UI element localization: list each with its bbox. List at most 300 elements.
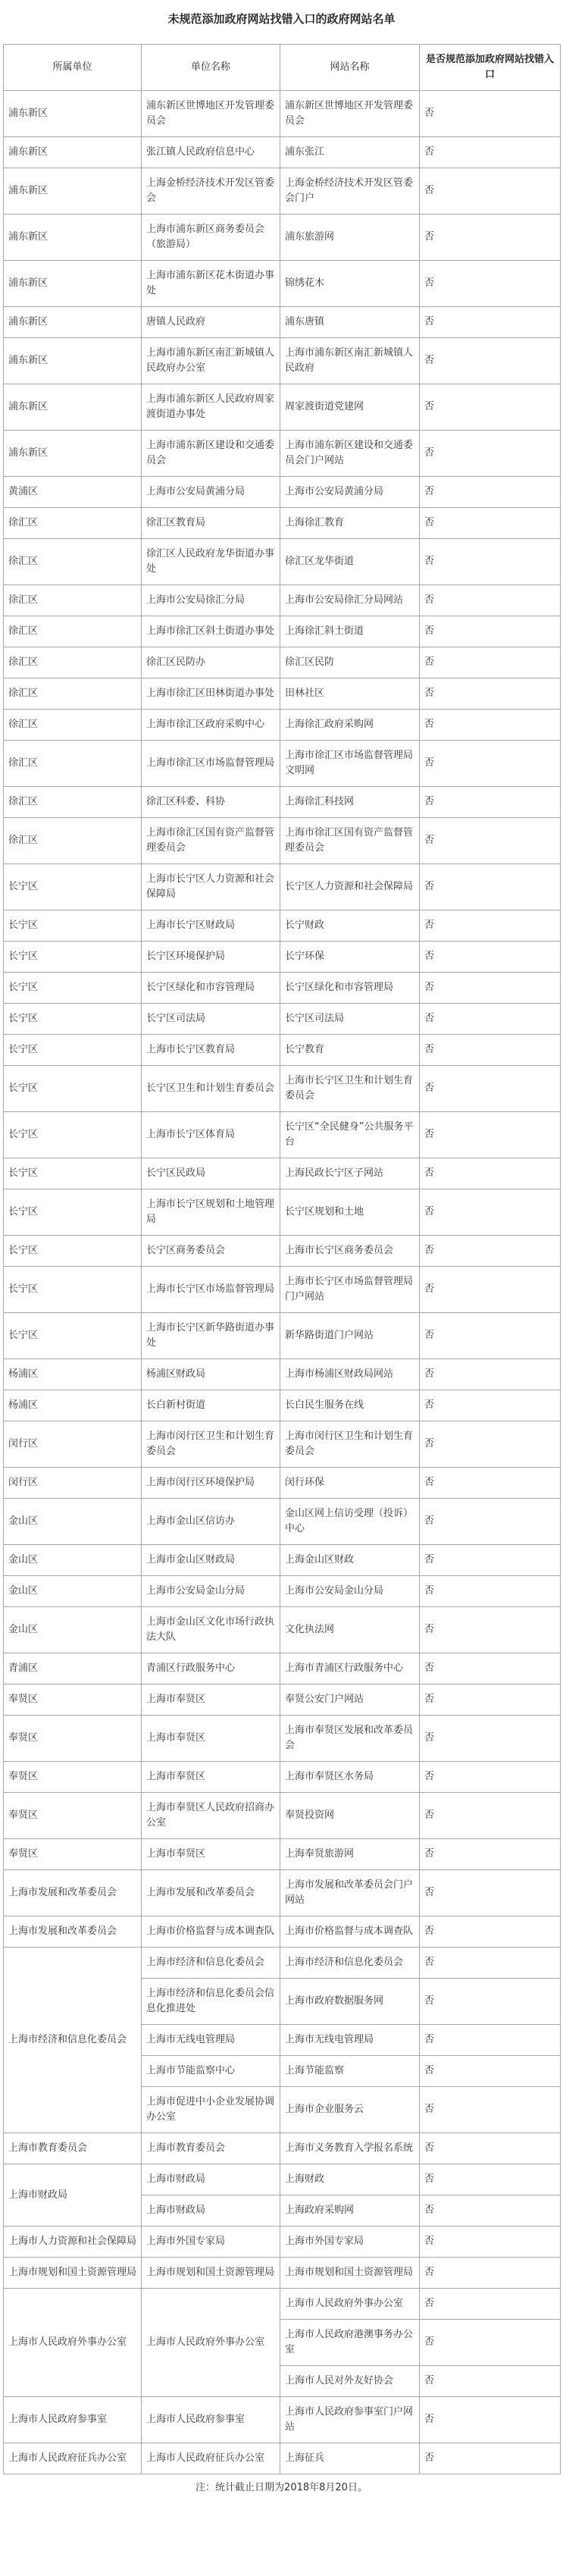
header-row	[4, 45, 561, 91]
unit-name-cell: 上海市长宁区体育局	[142, 1112, 280, 1158]
unit-name-cell: 上海市闵行区环境保护局	[142, 1468, 280, 1499]
status-cell: 否	[420, 2289, 561, 2320]
district-cell: 长宁区	[4, 910, 142, 942]
unit-name-cell: 上海市徐汇区政府采购中心	[142, 710, 280, 741]
district-cell: 长宁区	[4, 1267, 142, 1313]
district-cell: 浦东新区	[4, 338, 142, 384]
status-cell: 否	[420, 1112, 561, 1158]
header-unit: 单位名称	[142, 45, 280, 91]
website-name-cell: 锦绣花木	[280, 261, 420, 307]
unit-name-cell: 上海市金山区文化市场行政执法大队	[142, 1607, 280, 1653]
status-cell: 否	[420, 1762, 561, 1793]
website-name-cell: 上海市浦东新区建设和交通委员会门户网站	[280, 431, 420, 477]
header-website: 网站名称	[280, 45, 420, 91]
district-cell: 闵行区	[4, 1421, 142, 1468]
status-cell: 否	[420, 2195, 561, 2227]
unit-name-cell: 上海市浦东新区建设和交通委员会	[142, 431, 280, 477]
status-cell: 否	[420, 1499, 561, 1545]
table-row	[4, 1576, 561, 1607]
table-row	[4, 1716, 561, 1762]
district-cell: 浦东新区	[4, 384, 142, 431]
website-name-cell: 奉贤公安门户网站	[280, 1684, 420, 1716]
unit-name-cell: 上海市浦东新区人民政府周家渡街道办事处	[142, 384, 280, 431]
website-name-cell: 上海市经济和信息化委员会	[280, 1948, 420, 1979]
unit-name-cell: 张江镇人民政府信息中心	[142, 137, 280, 168]
status-cell: 否	[420, 1066, 561, 1112]
unit-name-cell: 上海市长宁区市场监督管理局	[142, 1267, 280, 1313]
website-name-cell: 上海市奉贤区发展和改革委员会	[280, 1716, 420, 1762]
unit-name-cell: 上海市金山区信访办	[142, 1499, 280, 1545]
status-cell: 否	[420, 1313, 561, 1359]
website-name-cell: 上海市公安局金山分局	[280, 1576, 420, 1607]
unit-name-cell: 上海市人民政府外事办公室	[142, 2289, 280, 2397]
unit-name-cell: 上海市奉贤区	[142, 1839, 280, 1870]
status-cell: 否	[420, 2366, 561, 2397]
table-row	[4, 307, 561, 338]
table-row	[4, 168, 561, 215]
unit-name-cell: 长宁区绿化和市容管理局	[142, 973, 280, 1004]
status-cell: 否	[420, 2397, 561, 2443]
unit-name-cell: 上海市公安局黄浦分局	[142, 477, 280, 508]
district-cell: 徐汇区	[4, 539, 142, 585]
website-name-cell: 长宁区绿化和市容管理局	[280, 973, 420, 1004]
status-cell: 否	[420, 2056, 561, 2087]
district-cell: 浦东新区	[4, 168, 142, 215]
district-cell: 浦东新区	[4, 307, 142, 338]
website-name-cell: 上海市人民政府参事室门户网站	[280, 2397, 420, 2443]
table-row	[4, 616, 561, 647]
unit-name-cell: 杨浦区财政局	[142, 1359, 280, 1390]
district-cell: 上海市教育委员会	[4, 2133, 142, 2164]
unit-name-cell: 上海市徐汇区国有资产监督管理委员会	[142, 818, 280, 864]
district-cell: 长宁区	[4, 1189, 142, 1236]
table-row	[4, 787, 561, 818]
status-cell: 否	[420, 2258, 561, 2289]
table-row	[4, 261, 561, 307]
status-cell: 否	[420, 973, 561, 1004]
website-list-table	[3, 44, 561, 2474]
table-row	[4, 910, 561, 942]
unit-name-cell: 上海市长宁区教育局	[142, 1035, 280, 1066]
district-cell: 上海市人民政府外事办公室	[4, 2289, 142, 2397]
table-header	[4, 45, 561, 91]
table-row	[4, 1793, 561, 1839]
status-cell: 否	[420, 2227, 561, 2258]
unit-name-cell: 上海市公安局徐汇分局	[142, 585, 280, 616]
website-name-cell: 长宁教育	[280, 1035, 420, 1066]
status-cell: 否	[420, 942, 561, 973]
website-name-cell: 上海市浦东新区南汇新城镇人民政府	[280, 338, 420, 384]
page-title: 未规范添加政府网站找错入口的政府网站名单	[167, 12, 396, 26]
website-name-cell: 上海政府采购网	[280, 2195, 420, 2227]
website-name-cell: 上海民政长宁区子网站	[280, 1158, 420, 1189]
status-cell: 否	[420, 431, 561, 477]
status-cell: 否	[420, 338, 561, 384]
table-row	[4, 91, 561, 137]
status-cell: 否	[420, 1716, 561, 1762]
district-cell: 上海市规划和国土资源管理局	[4, 2258, 142, 2289]
unit-name-cell: 上海市长宁区人力资源和社会保障局	[142, 864, 280, 910]
website-name-cell: 上海市长宁区市场监督管理局门户网站	[280, 1267, 420, 1313]
unit-name-cell: 上海市长宁区规划和土地管理局	[142, 1189, 280, 1236]
website-name-cell: 上海市徐汇区国有资产监督管理委员会	[280, 818, 420, 864]
status-cell: 否	[420, 261, 561, 307]
table-row	[4, 741, 561, 787]
unit-name-cell: 上海市规划和国土资源管理局	[142, 2258, 280, 2289]
unit-name-cell: 上海市人民政府参事室	[142, 2397, 280, 2443]
header-status: 是否规范添加政府网站找错入口	[420, 45, 561, 91]
website-name-cell: 上海节能监察	[280, 2056, 420, 2087]
unit-name-cell: 上海市金山区财政局	[142, 1545, 280, 1576]
district-cell: 杨浦区	[4, 1359, 142, 1390]
table-row	[4, 384, 561, 431]
district-cell: 闵行区	[4, 1468, 142, 1499]
status-cell: 否	[420, 1421, 561, 1468]
status-cell: 否	[420, 1545, 561, 1576]
status-cell: 否	[420, 1948, 561, 1979]
table-row	[4, 1870, 561, 1916]
website-name-cell: 上海市人民政府外事办公室	[280, 2289, 420, 2320]
website-name-cell: 上海市外国专家局	[280, 2227, 420, 2258]
website-name-cell: 上海市企业服务云	[280, 2087, 420, 2133]
website-name-cell: 浦东新区世博地区开发管理委员会	[280, 91, 420, 137]
status-cell: 否	[420, 2133, 561, 2164]
table-row	[4, 508, 561, 539]
unit-name-cell: 长宁区卫生和计划生育委员会	[142, 1066, 280, 1112]
status-cell: 否	[420, 678, 561, 710]
unit-name-cell: 长宁区民政局	[142, 1158, 280, 1189]
website-name-cell: 长白民生服务在线	[280, 1390, 420, 1421]
unit-name-cell: 长宁区商务委员会	[142, 1236, 280, 1267]
website-name-cell: 上海市杨浦区财政局网站	[280, 1359, 420, 1390]
district-cell: 徐汇区	[4, 818, 142, 864]
status-cell: 否	[420, 1607, 561, 1653]
unit-name-cell: 上海市徐汇区市场监督管理局	[142, 741, 280, 787]
unit-name-cell: 上海市发展和改革委员会	[142, 1870, 280, 1916]
unit-name-cell: 上海市浦东新区花木街道办事处	[142, 261, 280, 307]
status-cell: 否	[420, 1870, 561, 1916]
website-name-cell: 长宁区司法局	[280, 1004, 420, 1035]
district-cell: 长宁区	[4, 1004, 142, 1035]
status-cell: 否	[420, 2443, 561, 2474]
website-name-cell: 浦东唐镇	[280, 307, 420, 338]
status-cell: 否	[420, 1576, 561, 1607]
website-name-cell: 浦东旅游网	[280, 215, 420, 261]
unit-name-cell: 上海金桥经济技术开发区管委会	[142, 168, 280, 215]
district-cell: 黄浦区	[4, 477, 142, 508]
table-row	[4, 1112, 561, 1158]
table-row	[4, 973, 561, 1004]
table-row	[4, 431, 561, 477]
website-name-cell: 上海征兵	[280, 2443, 420, 2474]
table-row	[4, 1004, 561, 1035]
table-row	[4, 678, 561, 710]
status-cell: 否	[420, 1236, 561, 1267]
district-cell: 浦东新区	[4, 91, 142, 137]
website-name-cell: 长宁区规划和土地	[280, 1189, 420, 1236]
district-cell: 徐汇区	[4, 585, 142, 616]
table-row	[4, 1653, 561, 1684]
unit-name-cell: 上海市长宁区财政局	[142, 910, 280, 942]
status-cell: 否	[420, 137, 561, 168]
website-name-cell: 上海市政府数据服务网	[280, 1979, 420, 2025]
website-name-cell: 闵行环保	[280, 1468, 420, 1499]
website-name-cell: 浦东张江	[280, 137, 420, 168]
website-name-cell: 上海市青浦区行政服务中心	[280, 1653, 420, 1684]
website-name-cell: 上海徐汇科技网	[280, 787, 420, 818]
table-row	[4, 647, 561, 678]
website-name-cell: 上海市公安局徐汇分局网站	[280, 585, 420, 616]
district-cell: 奉贤区	[4, 1793, 142, 1839]
unit-name-cell: 上海市人民政府征兵办公室	[142, 2443, 280, 2474]
website-name-cell: 长宁环保	[280, 942, 420, 973]
website-name-cell: 上海市长宁区商务委员会	[280, 1236, 420, 1267]
website-name-cell: 上海市规划和国土资源管理局	[280, 2258, 420, 2289]
district-cell: 上海市人民政府参事室	[4, 2397, 142, 2443]
table-row	[4, 539, 561, 585]
table-row	[4, 818, 561, 864]
district-cell: 金山区	[4, 1499, 142, 1545]
district-cell: 徐汇区	[4, 710, 142, 741]
unit-name-cell: 上海市教育委员会	[142, 2133, 280, 2164]
website-name-cell: 长宁财政	[280, 910, 420, 942]
unit-name-cell: 上海市徐汇区斜土街道办事处	[142, 616, 280, 647]
district-cell: 上海市人民政府征兵办公室	[4, 2443, 142, 2474]
unit-name-cell: 长宁区环境保护局	[142, 942, 280, 973]
district-cell: 徐汇区	[4, 616, 142, 647]
website-name-cell: 上海金山区财政	[280, 1545, 420, 1576]
table-row	[4, 864, 561, 910]
unit-name-cell: 徐汇区人民政府龙华街道办事处	[142, 539, 280, 585]
table-row	[4, 1035, 561, 1066]
table-row	[4, 1948, 561, 1979]
unit-name-cell: 上海市浦东新区南汇新城镇人民政府办公室	[142, 338, 280, 384]
unit-name-cell: 上海市节能监察中心	[142, 2056, 280, 2087]
table-row	[4, 1421, 561, 1468]
unit-name-cell: 徐汇区科委、科协	[142, 787, 280, 818]
status-cell: 否	[420, 1035, 561, 1066]
website-name-cell: 上海市徐汇区市场监督管理局文明网	[280, 741, 420, 787]
status-cell: 否	[420, 1004, 561, 1035]
status-cell: 否	[420, 215, 561, 261]
status-cell: 否	[420, 864, 561, 910]
status-cell: 否	[420, 741, 561, 787]
website-name-cell: 上海金桥经济技术开发区管委会门户	[280, 168, 420, 215]
status-cell: 否	[420, 1267, 561, 1313]
website-name-cell: 上海市发展和改革委员会门户网站	[280, 1870, 420, 1916]
website-name-cell: 上海市无线电管理局	[280, 2025, 420, 2056]
district-cell: 金山区	[4, 1607, 142, 1653]
website-name-cell: 上海徐汇斜土街道	[280, 616, 420, 647]
unit-name-cell: 上海市无线电管理局	[142, 2025, 280, 2056]
status-cell: 否	[420, 818, 561, 864]
district-cell: 奉贤区	[4, 1684, 142, 1716]
website-name-cell: 上海徐汇政府采购网	[280, 710, 420, 741]
table-row	[4, 1267, 561, 1313]
district-cell: 徐汇区	[4, 741, 142, 787]
district-cell: 上海市财政局	[4, 2164, 142, 2227]
status-cell: 否	[420, 1189, 561, 1236]
website-name-cell: 上海徐汇教育	[280, 508, 420, 539]
unit-name-cell: 上海市长宁区新华路街道办事处	[142, 1313, 280, 1359]
table-row	[4, 1189, 561, 1236]
website-name-cell: 上海市公安局黄浦分局	[280, 477, 420, 508]
table-row	[4, 585, 561, 616]
unit-name-cell: 徐汇区民防办	[142, 647, 280, 678]
website-name-cell: 长宁区人力资源和社会保障局	[280, 864, 420, 910]
status-cell: 否	[420, 307, 561, 338]
unit-name-cell: 上海市价格监督与成本调查队	[142, 1916, 280, 1948]
table-row	[4, 477, 561, 508]
district-cell: 长宁区	[4, 1313, 142, 1359]
status-cell: 否	[420, 168, 561, 215]
table-row	[4, 2443, 561, 2474]
district-cell: 徐汇区	[4, 787, 142, 818]
unit-name-cell: 上海市财政局	[142, 2164, 280, 2195]
district-cell: 奉贤区	[4, 1716, 142, 1762]
table-row	[4, 1839, 561, 1870]
website-name-cell: 新华路街道门户网站	[280, 1313, 420, 1359]
website-name-cell: 徐汇区民防	[280, 647, 420, 678]
table-row	[4, 2227, 561, 2258]
district-cell: 长宁区	[4, 1112, 142, 1158]
table-row	[4, 1468, 561, 1499]
header-district: 所属单位	[4, 45, 142, 91]
district-cell: 浦东新区	[4, 137, 142, 168]
table-row	[4, 710, 561, 741]
table-row	[4, 1762, 561, 1793]
status-cell: 否	[420, 910, 561, 942]
district-cell: 上海市发展和改革委员会	[4, 1870, 142, 1916]
status-cell: 否	[420, 2164, 561, 2195]
website-name-cell: 田林社区	[280, 678, 420, 710]
unit-name-cell: 上海市奉贤区人民政府招商办公室	[142, 1793, 280, 1839]
status-cell: 否	[420, 1684, 561, 1716]
table-row	[4, 338, 561, 384]
table-body	[4, 91, 561, 2474]
district-cell: 徐汇区	[4, 647, 142, 678]
status-cell: 否	[420, 91, 561, 137]
table-row	[4, 1390, 561, 1421]
table-row	[4, 137, 561, 168]
website-name-cell: 周家渡街道党建网	[280, 384, 420, 431]
website-name-cell: 上海奉贤旅游网	[280, 1839, 420, 1870]
unit-name-cell: 上海市奉贤区	[142, 1762, 280, 1793]
district-cell: 上海市经济和信息化委员会	[4, 1948, 142, 2133]
unit-name-cell: 上海市徐汇区田林街道办事处	[142, 678, 280, 710]
website-name-cell: 奉贤投资网	[280, 1793, 420, 1839]
table-row	[4, 1236, 561, 1267]
district-cell: 浦东新区	[4, 215, 142, 261]
unit-name-cell: 上海市经济和信息化委员会信息化推进处	[142, 1979, 280, 2025]
district-cell: 长宁区	[4, 1236, 142, 1267]
website-name-cell: 上海市价格监督与成本调查队	[280, 1916, 420, 1948]
website-name-cell: 上海市奉贤区水务局	[280, 1762, 420, 1793]
unit-name-cell: 长宁区司法局	[142, 1004, 280, 1035]
website-name-cell: 上海市义务教育入学报名系统	[280, 2133, 420, 2164]
district-cell: 上海市人力资源和社会保障局	[4, 2227, 142, 2258]
table-row	[4, 1158, 561, 1189]
footnote: 注：统计截止日期为2018年8月20日。	[195, 2482, 368, 2493]
status-cell: 否	[420, 1653, 561, 1684]
unit-name-cell: 上海市公安局金山分局	[142, 1576, 280, 1607]
district-cell: 奉贤区	[4, 1839, 142, 1870]
website-name-cell: 上海市人民政府港澳事务办公室	[280, 2320, 420, 2366]
unit-name-cell: 上海市财政局	[142, 2195, 280, 2227]
website-name-cell: 金山区网上信访受理（投诉）中心	[280, 1499, 420, 1545]
table-row	[4, 1607, 561, 1653]
unit-name-cell: 上海市经济和信息化委员会	[142, 1948, 280, 1979]
unit-name-cell: 徐汇区教育局	[142, 508, 280, 539]
website-name-cell: 长宁区“全民健身”公共服务平台	[280, 1112, 420, 1158]
unit-name-cell: 上海市浦东新区商务委员会（旅游局）	[142, 215, 280, 261]
status-cell: 否	[420, 1359, 561, 1390]
district-cell: 长宁区	[4, 973, 142, 1004]
table-row	[4, 2397, 561, 2443]
website-name-cell: 上海市人民对外友好协会	[280, 2366, 420, 2397]
table-row	[4, 2164, 561, 2195]
status-cell: 否	[420, 710, 561, 741]
status-cell: 否	[420, 384, 561, 431]
status-cell: 否	[420, 616, 561, 647]
table-row	[4, 215, 561, 261]
district-cell: 金山区	[4, 1545, 142, 1576]
district-cell: 杨浦区	[4, 1390, 142, 1421]
table-row	[4, 1499, 561, 1545]
district-cell: 长宁区	[4, 1158, 142, 1189]
table-row	[4, 2258, 561, 2289]
status-cell: 否	[420, 2025, 561, 2056]
table-row	[4, 1359, 561, 1390]
table-row	[4, 2289, 561, 2320]
table-row	[4, 1313, 561, 1359]
district-cell: 长宁区	[4, 1035, 142, 1066]
status-cell: 否	[420, 2087, 561, 2133]
status-cell: 否	[420, 585, 561, 616]
unit-name-cell: 上海市奉贤区	[142, 1684, 280, 1716]
unit-name-cell: 上海市闵行区卫生和计划生育委员会	[142, 1421, 280, 1468]
unit-name-cell: 上海市奉贤区	[142, 1716, 280, 1762]
website-name-cell: 徐汇区龙华街道	[280, 539, 420, 585]
unit-name-cell: 上海市外国专家局	[142, 2227, 280, 2258]
status-cell: 否	[420, 508, 561, 539]
unit-name-cell: 上海市促进中小企业发展协调办公室	[142, 2087, 280, 2133]
status-cell: 否	[420, 539, 561, 585]
table-row	[4, 1545, 561, 1576]
district-cell: 奉贤区	[4, 1762, 142, 1793]
district-cell: 金山区	[4, 1576, 142, 1607]
website-name-cell: 文化执法网	[280, 1607, 420, 1653]
table-row	[4, 1684, 561, 1716]
district-cell: 浦东新区	[4, 431, 142, 477]
district-cell: 徐汇区	[4, 508, 142, 539]
status-cell: 否	[420, 2320, 561, 2366]
status-cell: 否	[420, 1979, 561, 2025]
status-cell: 否	[420, 1158, 561, 1189]
table-row	[4, 1066, 561, 1112]
district-cell: 徐汇区	[4, 678, 142, 710]
website-name-cell: 上海市闵行区卫生和计划生育委员会	[280, 1421, 420, 1468]
website-name-cell: 上海财政	[280, 2164, 420, 2195]
district-cell: 长宁区	[4, 942, 142, 973]
table-row	[4, 1916, 561, 1948]
status-cell: 否	[420, 1793, 561, 1839]
status-cell: 否	[420, 1839, 561, 1870]
status-cell: 否	[420, 477, 561, 508]
status-cell: 否	[420, 1390, 561, 1421]
status-cell: 否	[420, 1468, 561, 1499]
status-cell: 否	[420, 647, 561, 678]
